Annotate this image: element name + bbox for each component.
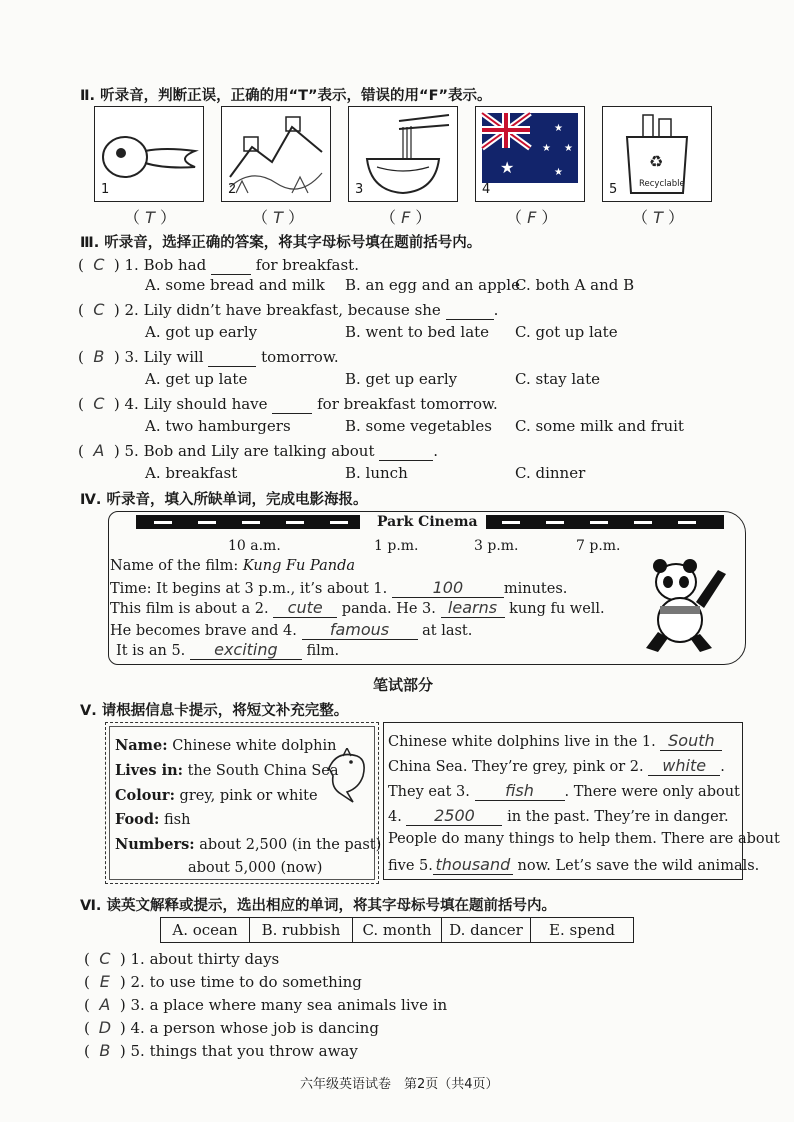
section-5-title: Ⅴ. 请根据信息卡提示，将短文补充完整。 [80, 703, 349, 719]
q5-option-b: B. lunch [345, 464, 408, 482]
section-2-title: Ⅱ. 听录音，判断正误，正确的用“T”表示，错误的用“F”表示。 [80, 88, 492, 104]
tadpole-icon [95, 107, 203, 201]
q3-option-c: C. stay late [515, 370, 601, 388]
picture-number: 1 [101, 182, 110, 197]
picture-number: 5 [609, 182, 618, 197]
section-6-title: Ⅵ. 读英文解释或提示，选出相应的单词，将其字母标号填在题前括号内。 [80, 898, 556, 914]
q4-option-b: B. some vegetables [345, 417, 492, 435]
q1-option-c: C. both A and B [515, 276, 635, 294]
showtime-1: 10 a.m. [228, 538, 281, 554]
passage-line-2: China Sea. They’re grey, pink or 2. white . [388, 756, 725, 775]
page-footer: 六年级英语试卷 第2页（共4页） [300, 1077, 499, 1092]
word-rubbish: B. rubbish [250, 918, 353, 943]
question-5: ( A ) 5. Bob and Lily are talking about . [78, 441, 439, 460]
answer-5: （ T ） [632, 208, 684, 227]
kung-fu-panda-icon [638, 552, 728, 656]
picture-number: 2 [228, 182, 237, 197]
question-4: ( C ) 4. Lily should have for breakfast tomorrow. [78, 394, 498, 413]
word-spend: E. spend [531, 918, 634, 943]
question-2: ( C ) 2. Lily didn’t have breakfast, because she . [78, 300, 499, 319]
svg-text:★: ★ [554, 123, 563, 134]
q3-option-b: B. get up early [345, 370, 458, 388]
q1-option-b: B. an egg and an apple [345, 276, 520, 294]
picture-3 [348, 106, 458, 202]
showtime-4: 7 p.m. [576, 538, 621, 554]
q2-option-a: A. got up early [145, 323, 258, 341]
q5-option-c: C. dinner [515, 464, 586, 482]
card-colour: Colour: grey, pink or white [115, 787, 318, 804]
dolphin-icon [323, 748, 369, 804]
poster-line-1: Time: It begins at 3 p.m., it’s about 1. 100 minutes. [110, 578, 568, 597]
film-strip-right [486, 515, 724, 529]
word-ocean: A. ocean [161, 918, 250, 943]
card-lives: Lives in: the South China Sea [115, 762, 339, 779]
word-month: C. month [353, 918, 442, 943]
picture-5 [602, 106, 712, 202]
passage-line-5: People do many things to help them. There are about [388, 831, 780, 847]
noodles-icon [349, 107, 457, 201]
answer-2: （ T ） [252, 208, 304, 227]
svg-text:♻: ♻ [649, 152, 664, 171]
vocab-item-4: ( D ) 4. a person whose job is dancing [84, 1018, 379, 1037]
answer-1: （ T ） [124, 208, 176, 227]
poster-line-4: It is an 5. exciting film. [116, 640, 340, 659]
question-1: ( C ) 1. Bob had for breakfast. [78, 255, 359, 274]
word-bank [160, 917, 634, 943]
passage-line-1: Chinese white dolphins live in the 1. South [388, 731, 722, 751]
q4-option-c: C. some milk and fruit [515, 417, 684, 435]
vocab-item-5: ( B ) 5. things that you throw away [84, 1041, 358, 1060]
poster-line-3: He becomes brave and 4. famous at last. [110, 620, 473, 639]
vocab-item-3: ( A ) 3. a place where many sea animals live in [84, 995, 448, 1014]
svg-text:★: ★ [564, 143, 573, 154]
passage-line-6: five 5. thousand now. Let’s save the wild animals. [388, 855, 760, 874]
written-part-header: 笔试部分 [373, 676, 434, 694]
q2-option-b: B. went to bed late [345, 323, 490, 341]
film-strip-left [136, 515, 360, 529]
poster-line-2: This film is about a 2. cute panda. He 3. learns kung fu well. [110, 598, 605, 617]
q4-option-a: A. two hamburgers [145, 417, 291, 435]
answer-4: （ F ） [506, 208, 558, 227]
card-numbers: Numbers: about 2,500 (in the past) [115, 836, 382, 853]
cinema-name: Park Cinema [377, 514, 478, 530]
q2-option-c: C. got up late [515, 323, 618, 341]
word-dancer: D. dancer [442, 918, 531, 943]
recyclable-label: Recyclable [639, 179, 685, 189]
film-name-line: Name of the film: Kung Fu Panda [110, 558, 355, 574]
passage-line-3: They eat 3. fish . There were only about [388, 781, 740, 800]
svg-text:★: ★ [500, 158, 515, 177]
picture-4 [475, 106, 585, 202]
showtime-3: 3 p.m. [474, 538, 519, 554]
q5-option-a: A. breakfast [145, 464, 238, 482]
svg-text:★: ★ [554, 167, 563, 178]
section-3-title: Ⅲ. 听录音，选择正确的答案，将其字母标号填在题前括号内。 [80, 235, 482, 251]
picture-2 [221, 106, 331, 202]
card-numbers-now: about 5,000 (now) [188, 860, 323, 876]
question-3: ( B ) 3. Lily will tomorrow. [78, 347, 339, 366]
vocab-item-2: ( E ) 2. to use time to do something [84, 972, 362, 991]
answer-3: （ F ） [380, 208, 432, 227]
vocab-item-1: ( C ) 1. about thirty days [84, 949, 280, 968]
great-wall-icon [222, 107, 330, 201]
card-food: Food: fish [115, 811, 191, 828]
section-4-title: Ⅳ. 听录音，填入所缺单词，完成电影海报。 [80, 492, 368, 508]
q3-option-a: A. get up late [145, 370, 248, 388]
film-name: Kung Fu Panda [242, 558, 355, 574]
showtime-2: 1 p.m. [374, 538, 419, 554]
svg-text:★: ★ [542, 143, 551, 154]
passage-line-4: 4. 2500 in the past. They’re in danger. [388, 806, 729, 825]
picture-number: 3 [355, 182, 364, 197]
card-name: Name: Chinese white dolphin [115, 737, 337, 754]
picture-1 [94, 106, 204, 202]
picture-number: 4 [482, 182, 491, 197]
australia-flag-icon [476, 107, 584, 201]
q1-option-a: A. some bread and milk [145, 276, 325, 294]
